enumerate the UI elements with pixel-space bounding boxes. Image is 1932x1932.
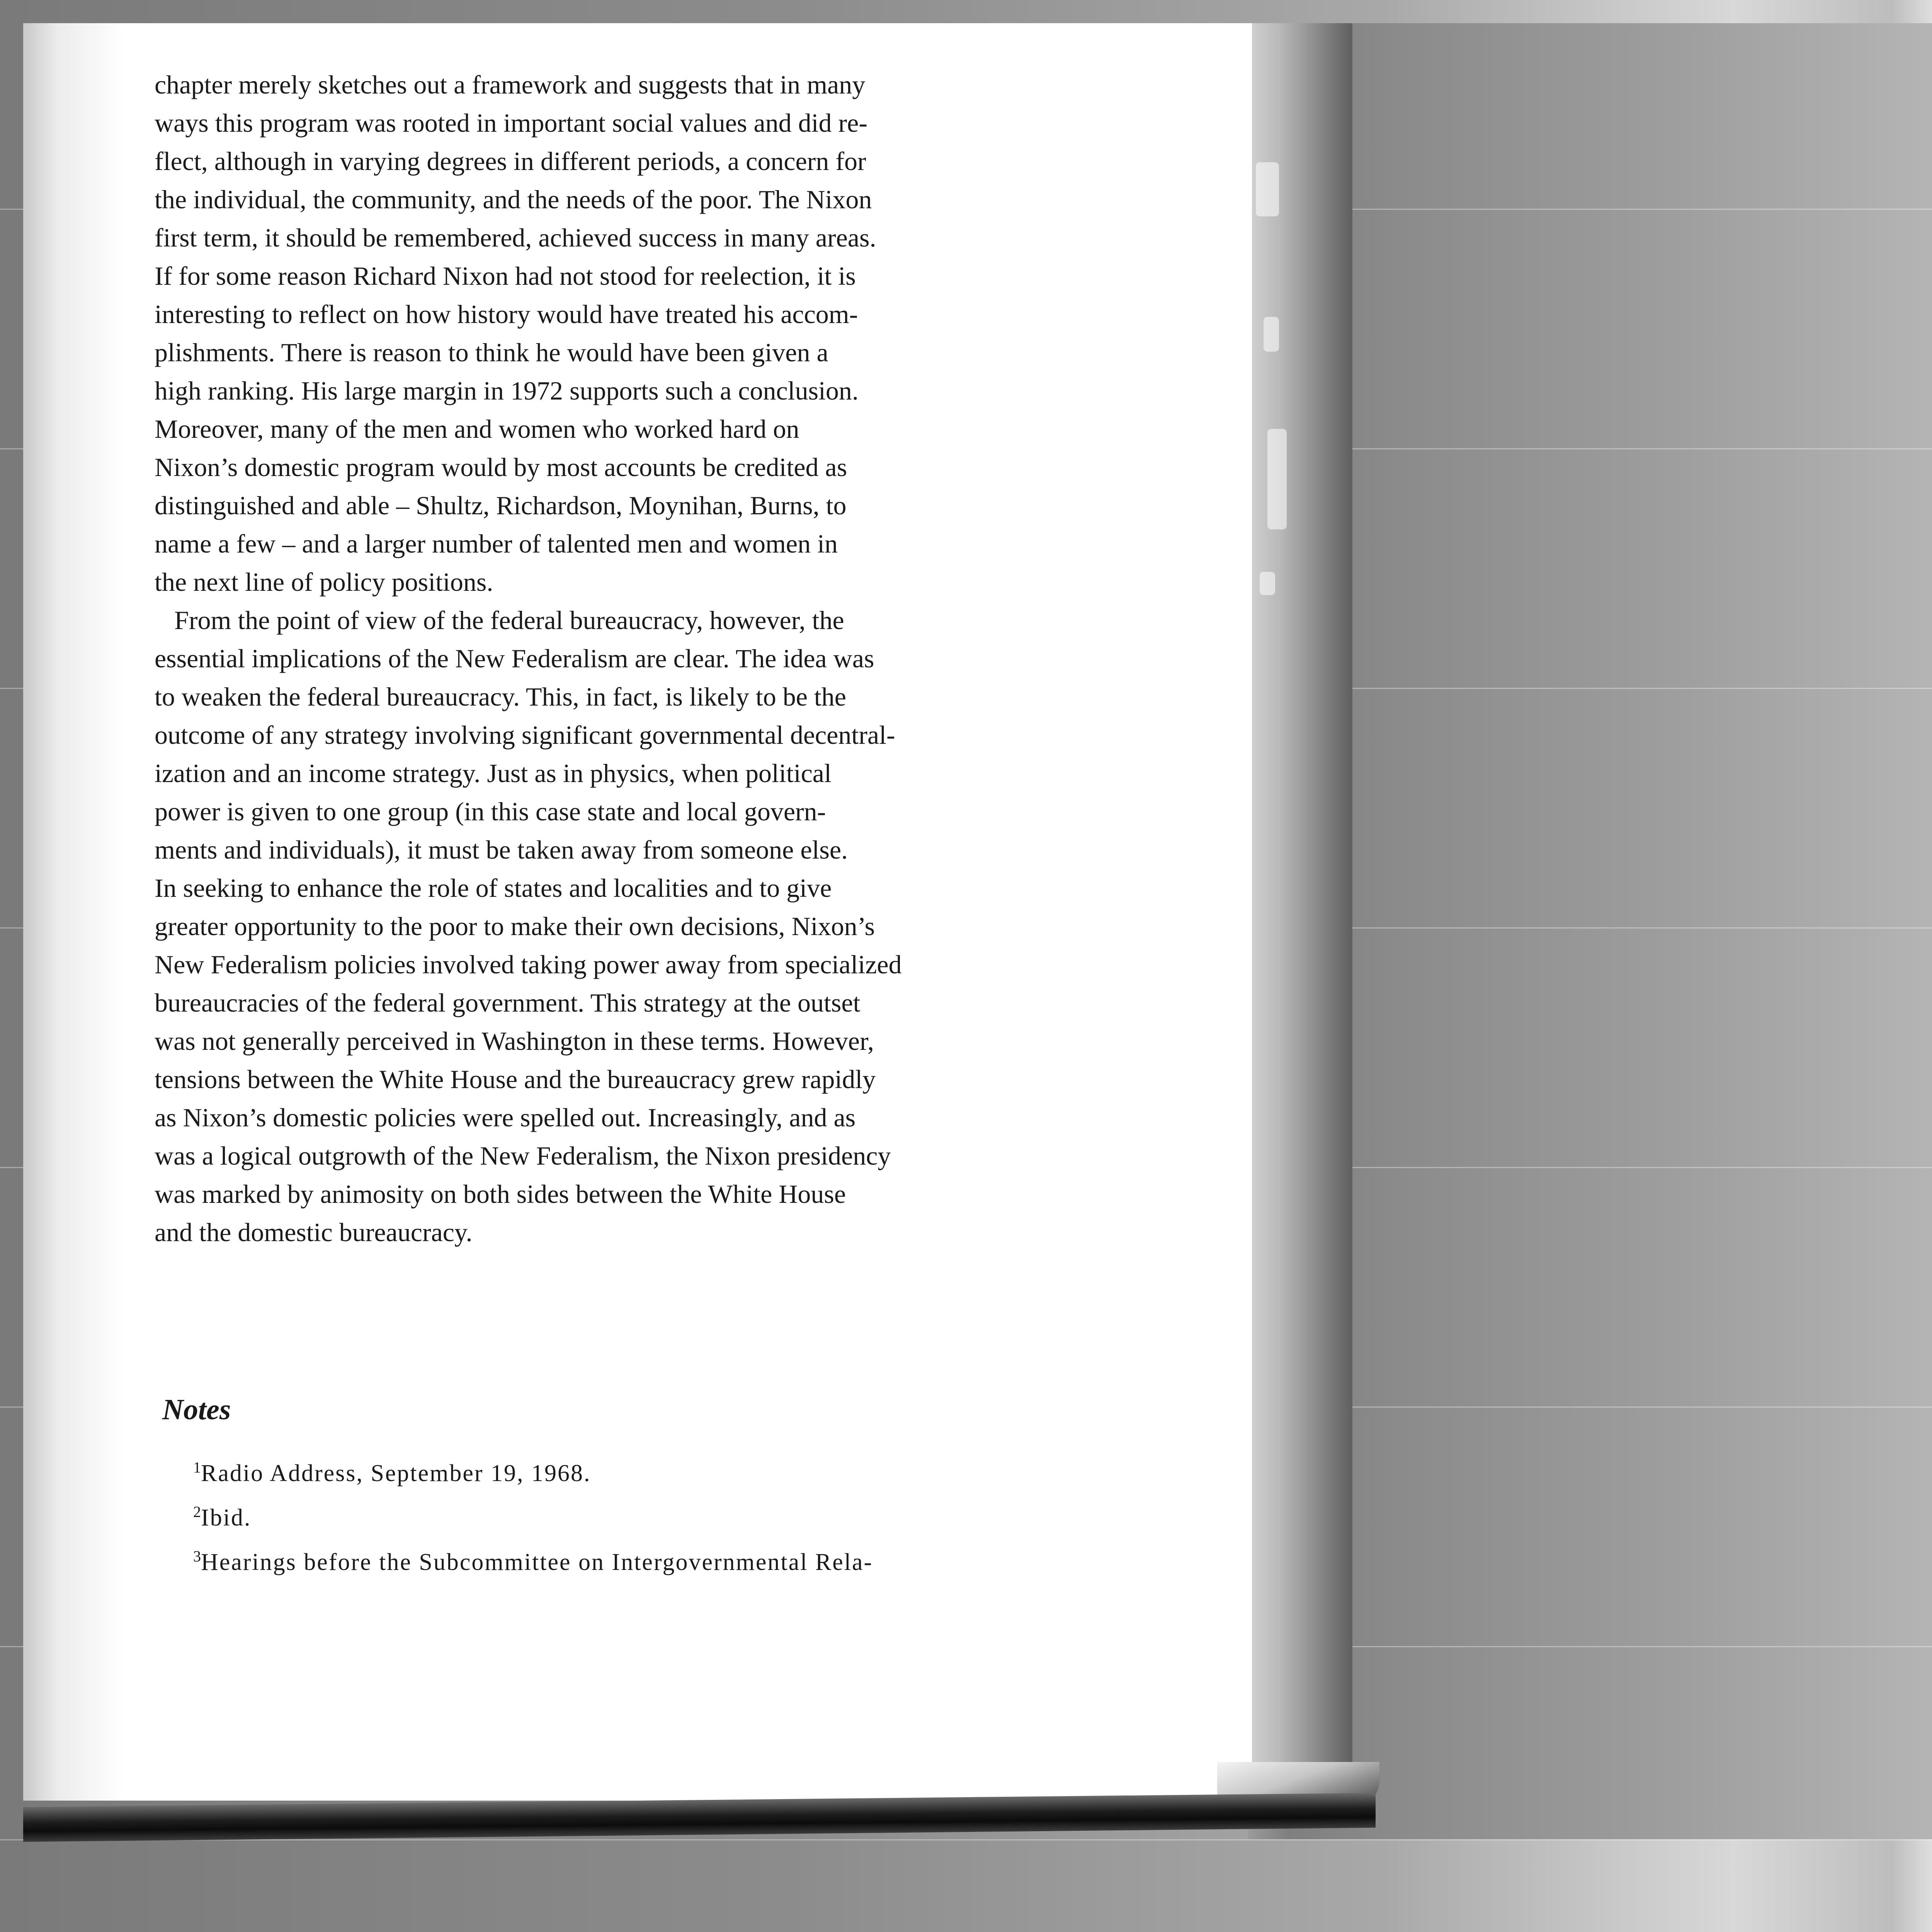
- text-line: outcome of any strategy involving significant governmental decentral-: [155, 720, 895, 750]
- text-line: power is given to one group (in this case state and local govern-: [155, 797, 826, 826]
- text-line: name a few – and a larger number of talented men and women in: [155, 529, 838, 558]
- footnote: [193, 1445, 1082, 1490]
- text-line: New Federalism policies involved taking power away from specialized: [155, 950, 902, 979]
- text-line: was not generally perceived in Washington in these terms. However,: [155, 1026, 874, 1056]
- spine-mark: [1260, 572, 1275, 595]
- scan-line: [0, 1839, 1932, 1840]
- text-line: to weaken the federal bureaucracy. This, in fact, is likely to be the: [155, 682, 846, 711]
- text-line: Moreover, many of the men and women who worked hard on: [155, 414, 799, 444]
- text-line: and the domestic bureaucracy.: [155, 1218, 473, 1247]
- footnote-number: 2: [193, 1503, 201, 1520]
- text-line: tensions between the White House and the bureaucracy grew rapidly: [155, 1065, 876, 1094]
- text-line: distinguished and able – Shultz, Richardson, Moynihan, Burns, to: [155, 491, 847, 520]
- text-line: In seeking to enhance the role of states and localities and to give: [155, 873, 832, 903]
- text-line: bureaucracies of the federal government. This strategy at the outset: [155, 988, 861, 1017]
- text-line: was a logical outgrowth of the New Federalism, the Nixon presidency: [155, 1141, 891, 1170]
- spine-mark: [1256, 162, 1279, 216]
- spine-mark: [1264, 317, 1279, 352]
- text-line: as Nixon’s domestic policies were spelled out. Increasingly, and as: [155, 1103, 856, 1132]
- text-line: From the point of view of the federal bureaucracy, however, the: [155, 605, 844, 635]
- notes-heading: Notes: [162, 1393, 231, 1426]
- text-line: was marked by animosity on both sides between the White House: [155, 1179, 846, 1209]
- text-line: interesting to reflect on how history would have treated his accom-: [155, 299, 858, 329]
- footnotes: [193, 1445, 1082, 1578]
- text-line: ments and individuals), it must be taken away from someone else.: [155, 835, 848, 864]
- footnote-number: 3: [193, 1548, 201, 1565]
- text-line: the next line of policy positions.: [155, 567, 493, 597]
- text-line: ways this program was rooted in important social values and did re-: [155, 108, 867, 138]
- footnote-text: Hearings before the Subcommittee on Intergovernmental Rela-: [201, 1549, 873, 1575]
- text-line: essential implications of the New Federalism are clear. The idea was: [155, 644, 874, 673]
- book-page: [23, 23, 1252, 1801]
- footnote: [193, 1490, 1082, 1534]
- text-line: chapter merely sketches out a framework and suggests that in many: [155, 70, 866, 99]
- text-line: flect, although in varying degrees in different periods, a concern for: [155, 146, 866, 176]
- text-line: high ranking. His large margin in 1972 supports such a conclusion.: [155, 376, 859, 405]
- body-text: [155, 66, 1090, 1252]
- text-line: the individual, the community, and the needs of the poor. The Nixon: [155, 185, 872, 214]
- footnote-number: 1: [193, 1459, 201, 1476]
- text-line: first term, it should be remembered, achieved success in many areas.: [155, 223, 876, 252]
- text-line: greater opportunity to the poor to make their own decisions, Nixon’s: [155, 912, 875, 941]
- spine-mark: [1267, 429, 1287, 529]
- text-line: plishments. There is reason to think he would have been given a: [155, 338, 828, 367]
- text-line: If for some reason Richard Nixon had not stood for reelection, it is: [155, 261, 856, 291]
- text-line: ization and an income strategy. Just as in physics, when political: [155, 759, 832, 788]
- footnote-text: Radio Address, September 19, 1968.: [201, 1460, 591, 1486]
- text-line: Nixon’s domestic program would by most accounts be credited as: [155, 452, 847, 482]
- footnote-text: Ibid.: [201, 1505, 252, 1531]
- footnote: [193, 1534, 1082, 1578]
